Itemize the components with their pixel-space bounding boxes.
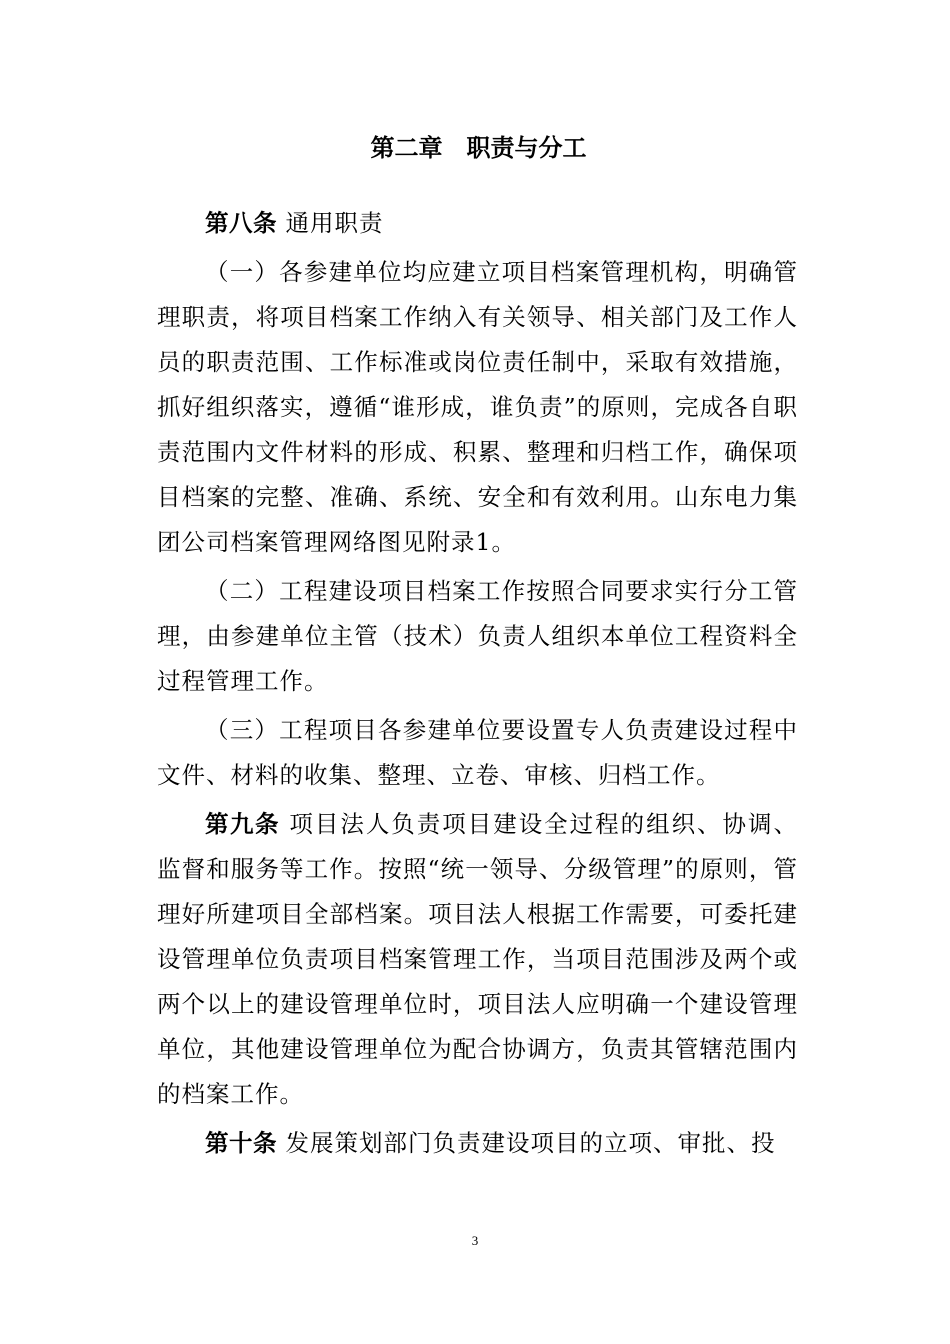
paragraph-text: 发展策划部门负责建设项目的立项、审批、投 [285, 1129, 776, 1157]
paragraph-item-1 [157, 250, 798, 565]
paragraph-text: （二）工程建设项目档案工作按照合同要求实行分工管理，由参建单位主管（技术）负责人组织本单位工程资料全过程管理工作。 [157, 577, 798, 695]
paragraph-text: （一）各参建单位均应建立项目档案管理机构，明确管理职责，将项目档案工作纳入有关领导、相关部门及工作人员的职责范围、工作标准或岗位责任制中，采取有效措施，抓好组织落实，遵循“谁形成，谁负责”的原则，完成各自职责范围内文件材料的形成、积累、整理和归档工作，确保项目档案的完整、准确、系统、安全和有效利用。山东电力集团公司档案管理网络图见附录1。 [157, 258, 798, 556]
paragraph-text: （三）工程项目各参建单位要设置专人负责建设过程中文件、材料的收集、整理、立卷、审核、归档工作。 [157, 716, 798, 789]
article-label: 第八条 [205, 209, 277, 237]
chapter-title: 第二章 职责与分工 [370, 134, 587, 162]
paragraph-article-9 [157, 802, 798, 1117]
page-number: 3 [471, 1233, 479, 1248]
document-body [157, 201, 798, 1166]
paragraph-item-3 [157, 708, 798, 798]
paragraph-article-8 [157, 201, 798, 246]
paragraph-item-2 [157, 569, 798, 704]
article-label: 第九条 [205, 810, 280, 838]
paragraph-text: 通用职责 [285, 209, 384, 237]
article-label: 第十条 [205, 1129, 277, 1157]
paragraph-article-10 [157, 1121, 798, 1166]
paragraph-text: 项目法人负责项目建设全过程的组织、协调、监督和服务等工作。按照“统一领导、分级管理”的原则，管理好所建项目全部档案。项目法人根据工作需要，可委托建设管理单位负责项目档案管理工作，当项目范围涉及两个或两个以上的建设管理单位时，项目法人应明确一个建设管理单位，其他建设管理单位为配合协调方，负责其管辖范围内的档案工作。 [157, 810, 798, 1108]
